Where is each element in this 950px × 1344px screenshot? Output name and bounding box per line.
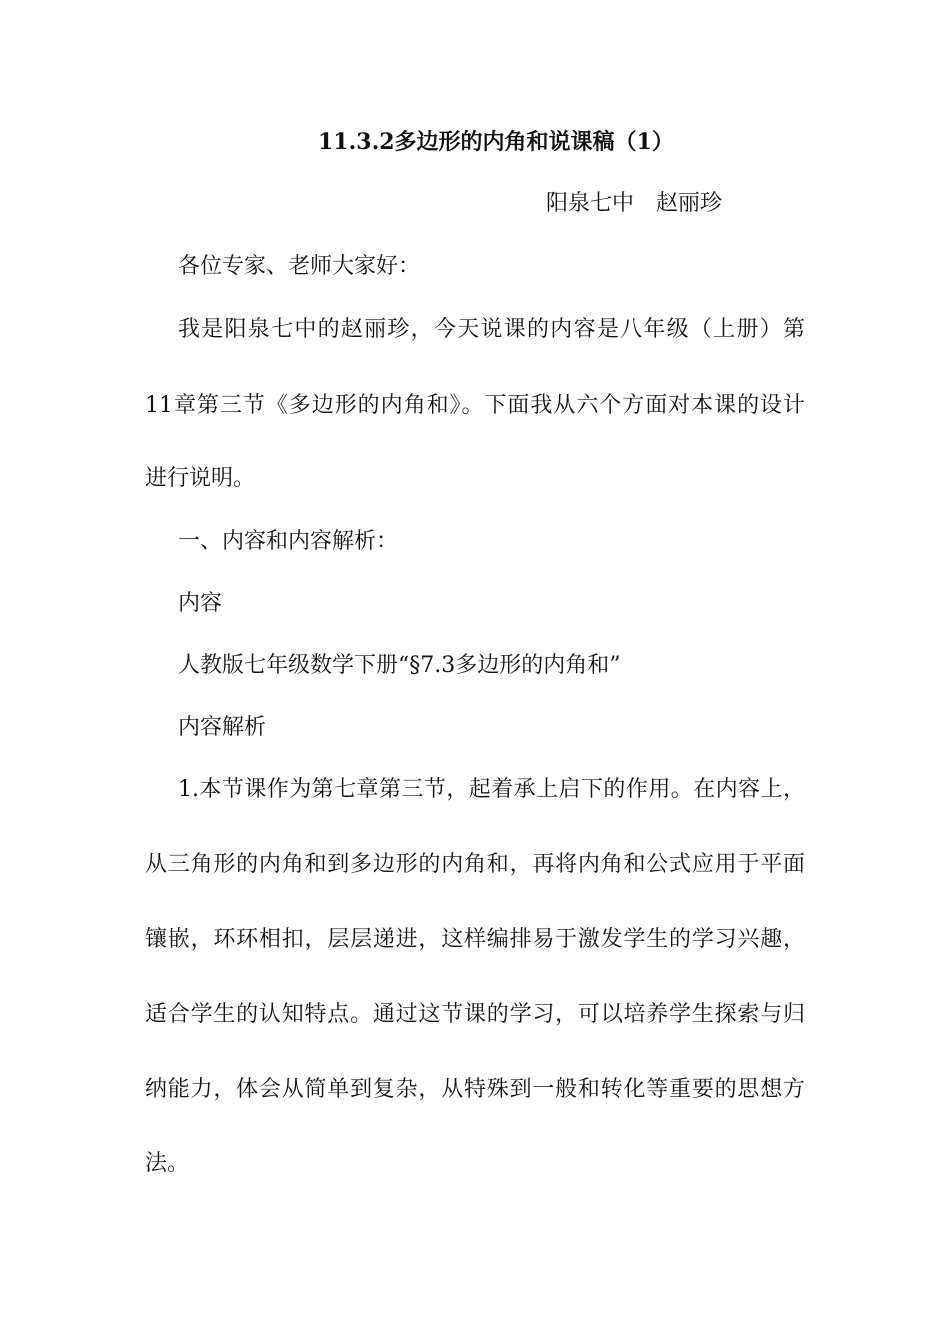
analysis-line: 1.本节课作为第七章第三节，起着承上启下的作用。在内容上， (178, 777, 805, 802)
analysis-line: 适合学生的认知特点。通过这节课的学习，可以培养学生探索与归 (145, 1002, 805, 1027)
content-text: 人教版七年级数学下册“§7.3多边形的内角和” (178, 653, 621, 678)
author-line: 阳泉七中 赵丽珍 (546, 191, 723, 216)
greeting: 各位专家、老师大家好： (178, 254, 421, 279)
analysis-line: 法。 (145, 1151, 190, 1176)
document-title: 11.3.2多边形的内角和说课稿（1） (318, 129, 674, 155)
intro-line: 进行说明。 (145, 466, 256, 491)
section-heading: 一、内容和内容解析： (178, 529, 399, 554)
intro-line: 11章第三节《多边形的内角和》。下面我从六个方面对本课的设计 (145, 393, 805, 418)
analysis-line: 从三角形的内角和到多边形的内角和，再将内角和公式应用于平面 (145, 852, 805, 877)
analysis-line: 镶嵌，环环相扣，层层递进，这样编排易于激发学生的学习兴趣， (145, 927, 805, 952)
intro-line: 我是阳泉七中的赵丽珍，今天说课的内容是八年级（上册）第 (178, 317, 805, 342)
analysis-line: 纳能力，体会从简单到复杂，从特殊到一般和转化等重要的思想方 (145, 1077, 805, 1102)
analysis-label: 内容解析 (178, 715, 267, 740)
content-label: 内容 (178, 591, 223, 616)
